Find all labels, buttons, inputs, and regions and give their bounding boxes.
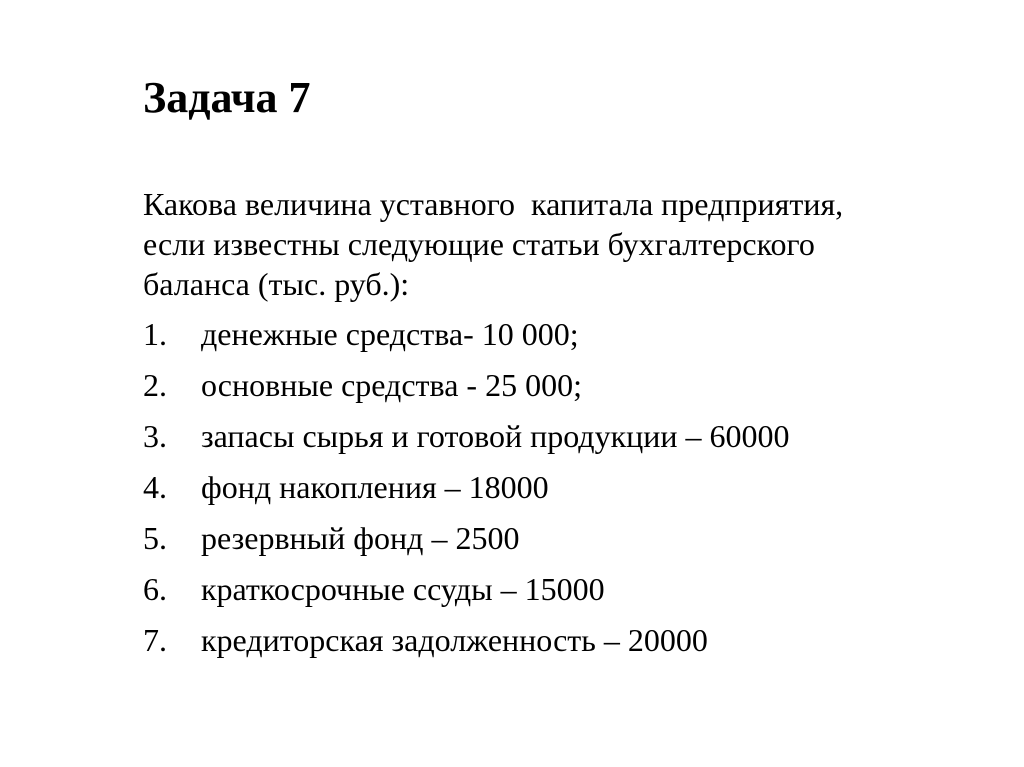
list-item-text: резервный фонд – 2500 [201, 520, 520, 556]
list-item [143, 467, 963, 518]
list-item-text: денежные средства- 10 000; [201, 316, 579, 352]
list-item-number: 1. [143, 316, 167, 352]
list-item-number: 6. [143, 571, 167, 607]
balance-items-list [143, 314, 963, 671]
list-item [143, 569, 963, 620]
list-item-text: основные средства - 25 000; [201, 367, 582, 403]
list-item [143, 314, 963, 365]
list-item [143, 416, 963, 467]
slide-title: Задача 7 [143, 73, 311, 122]
list-item-text: запасы сырья и готовой продукции – 60000 [201, 418, 790, 454]
task-question-line: баланса (тыс. руб.): [143, 266, 410, 302]
list-item-number: 3. [143, 418, 167, 454]
list-item [143, 620, 963, 671]
list-item-text: краткосрочные ссуды – 15000 [201, 571, 605, 607]
list-item-number: 5. [143, 520, 167, 556]
task-question-line: Какова величина уставного капитала предприятия, [143, 186, 844, 222]
list-item-number: 7. [143, 622, 167, 658]
list-item [143, 365, 963, 416]
task-question-line: если известны следующие статьи бухгалтерского [143, 226, 815, 262]
list-item-number: 4. [143, 469, 167, 505]
list-item-text: фонд накопления – 18000 [201, 469, 549, 505]
list-item-number: 2. [143, 367, 167, 403]
list-item-text: кредиторская задолженность – 20000 [201, 622, 708, 658]
task-question [143, 184, 963, 304]
list-item [143, 518, 963, 569]
